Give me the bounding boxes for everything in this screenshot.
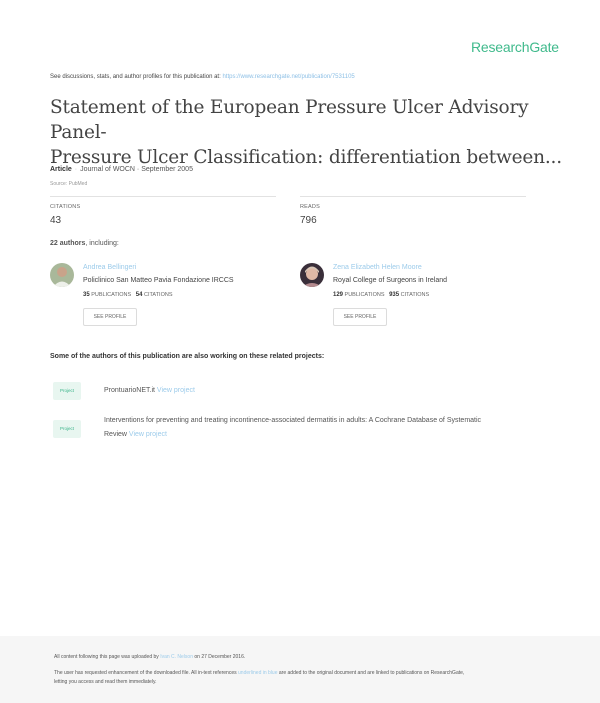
author-institution: Royal College of Surgeons in Ireland (333, 277, 448, 284)
author-institution: Policlinico San Matteo Pavia Fondazione IRCCS (83, 277, 234, 284)
title-line-2: Pressure Ulcer Classification: differentiation between... (50, 147, 562, 168)
discussion-text: See discussions, stats, and author profiles for this publication at: (50, 74, 221, 80)
authors-suffix: , including: (85, 240, 119, 247)
journal-info: Journal of WOCN · September 2005 (80, 166, 193, 173)
divider (300, 196, 526, 197)
avatar[interactable] (50, 263, 74, 287)
upload-prefix: All content following this page was uploaded by (54, 654, 159, 660)
avatar[interactable] (300, 263, 324, 287)
note-prefix: The user has requested enhancement of the downloaded file. All in-text references (54, 670, 237, 676)
citations-count: 54 (135, 292, 143, 298)
author-photo-icon (300, 263, 324, 287)
publication-link[interactable]: https://www.researchgate.net/publication/7531105 (222, 74, 355, 80)
note-link[interactable]: underlined in blue (238, 670, 278, 676)
page-title (50, 95, 570, 170)
publications-label: PUBLICATIONS (344, 292, 385, 298)
authors-count-line (50, 240, 119, 247)
publications-label: PUBLICATIONS (91, 292, 132, 298)
upload-date: on 27 December 2016. (194, 654, 246, 660)
source-label: Source: PubMed (50, 181, 88, 187)
project-title: Interventions for preventing and treating incontinence-associated dermatitis in adults: A Cochrane Database of Systematic (104, 417, 482, 424)
upload-note (54, 654, 245, 660)
citations-label: CITATIONS (143, 292, 173, 298)
author-stats (333, 292, 429, 298)
note-suffix: are added to the original document and are linked to publications on ResearchGate, letting you access and read them immediately. (54, 670, 465, 685)
project-title-cont: Review (104, 431, 127, 438)
divider (50, 196, 276, 197)
reads-label: READS (300, 204, 320, 210)
authors-count: 22 authors (50, 240, 86, 247)
projects-heading: Some of the authors of this publication are also working on these related projects: (50, 353, 325, 360)
view-project-link[interactable]: View project (156, 387, 195, 394)
author-stats (83, 292, 173, 298)
publications-count: 35 (83, 292, 90, 298)
reads-count: 796 (300, 215, 317, 226)
citations-label: CITATIONS (50, 204, 81, 210)
project-title: ProntuarioNET.it (104, 387, 155, 394)
see-profile-button[interactable]: SEE PROFILE (83, 308, 137, 326)
enhancement-note (54, 669, 474, 687)
view-project-link[interactable]: View project (128, 431, 167, 438)
see-profile-button[interactable]: SEE PROFILE (333, 308, 387, 326)
discussion-line (50, 74, 355, 80)
project-badge-icon: Project (53, 382, 81, 400)
citations-count: 43 (50, 215, 62, 226)
article-meta (50, 166, 193, 173)
project-badge-icon: Project (53, 420, 81, 438)
citations-count: 935 (389, 292, 400, 298)
author-name[interactable]: Zena Elizabeth Helen Moore (333, 264, 422, 271)
citations-label: CITATIONS (400, 292, 430, 298)
author-name[interactable]: Andrea Bellingeri (83, 264, 137, 271)
publications-count: 129 (333, 292, 344, 298)
author-photo-icon (50, 263, 74, 287)
researchgate-logo[interactable]: ResearchGate (471, 39, 559, 55)
separator-dot-icon: · (74, 166, 78, 173)
uploader-link[interactable]: Ivan C. Nelson (160, 654, 193, 660)
article-type: Article (50, 166, 72, 173)
project-item (104, 414, 481, 442)
title-line-1: Statement of the European Pressure Ulcer Advisory Panel- (50, 97, 529, 143)
project-item (104, 384, 195, 398)
